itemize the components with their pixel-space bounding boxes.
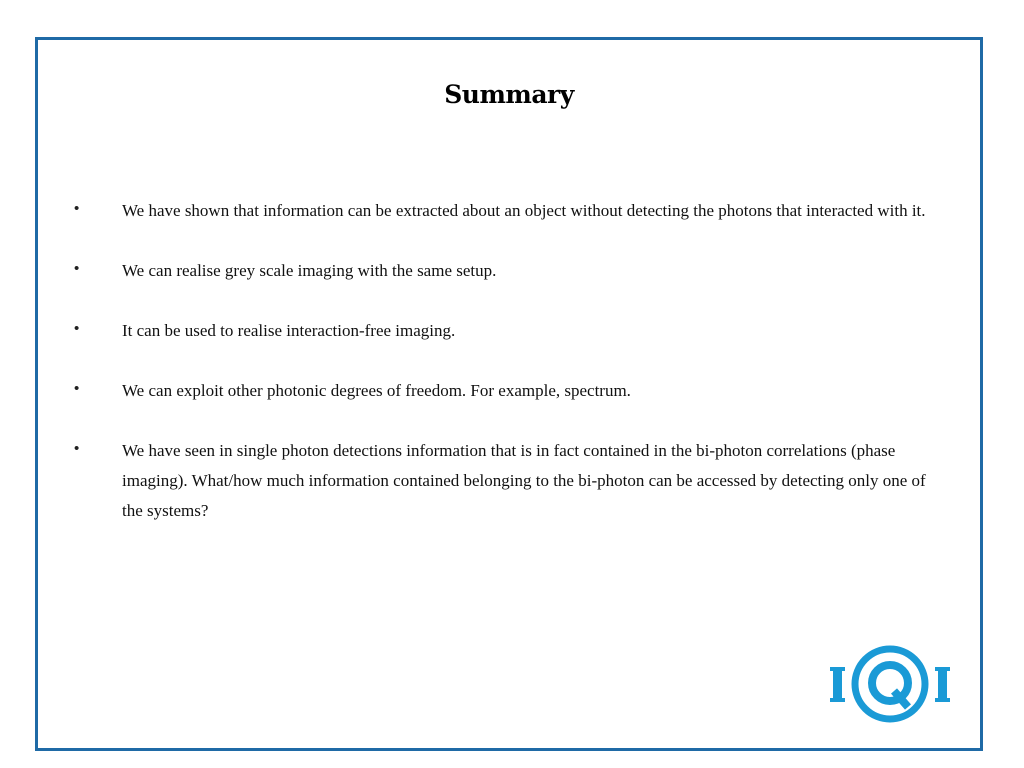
bullet-item: [72, 376, 932, 406]
bullet-text: We have shown that information can be extracted about an object without detecting the photons that interacted with it.: [122, 201, 926, 220]
logo-outer-ring: [855, 649, 925, 719]
slide-title: Summary: [444, 80, 574, 109]
bullet-text: We have seen in single photon detections information that is in fact contained in the bi-photon correlations (phase imaging). What/how much information contained belonging to the bi-photon can be accessed by detecting only one of the systems?: [122, 441, 926, 520]
bullet-dot-icon: •: [74, 380, 80, 397]
bullet-dot-icon: •: [74, 200, 80, 217]
iqoqi-logo: [830, 645, 952, 725]
bullet-text: We can exploit other photonic degrees of freedom. For example, spectrum.: [122, 381, 631, 400]
bullet-dot-icon: •: [74, 260, 80, 277]
bullet-text: It can be used to realise interaction-free imaging.: [122, 321, 456, 340]
logo-serif: [830, 698, 845, 702]
bullet-list: [72, 196, 932, 526]
logo-serif: [935, 698, 950, 702]
logo-serif: [830, 667, 845, 671]
logo-serif: [935, 667, 950, 671]
logo-letter-i-left: [833, 667, 842, 702]
bullet-dot-icon: •: [74, 320, 80, 337]
bullet-item: [72, 196, 932, 226]
bullet-item: [72, 316, 932, 346]
bullet-dot-icon: •: [74, 440, 80, 457]
bullet-item: [72, 436, 932, 526]
bullet-item: [72, 256, 932, 286]
bullet-text: We can realise grey scale imaging with the same setup.: [122, 261, 497, 280]
logo-letter-i-right: [938, 667, 947, 702]
